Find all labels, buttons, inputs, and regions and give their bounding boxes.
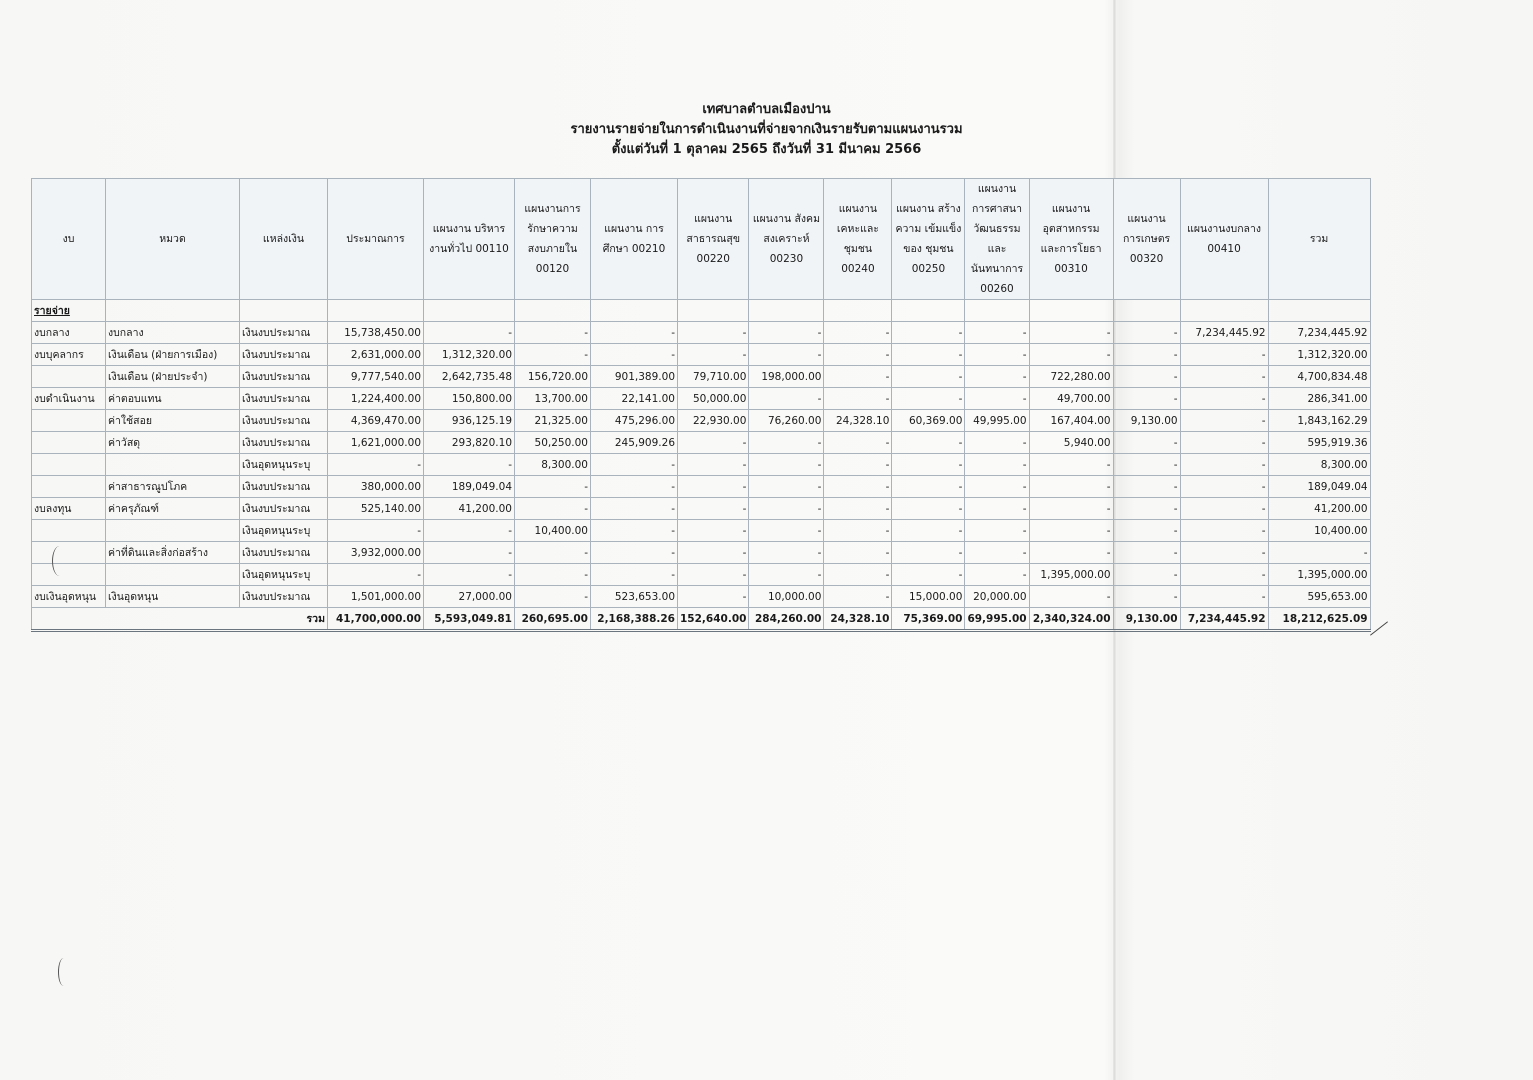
- amount-cell: -: [328, 454, 424, 476]
- amount-cell: -: [678, 498, 749, 520]
- amount-cell: -: [1180, 454, 1268, 476]
- amount-cell: -: [678, 322, 749, 344]
- category-cell: ค่าสาธารณูปโภค: [106, 476, 240, 498]
- table-row: [32, 344, 1371, 366]
- amount-cell: -: [1029, 586, 1113, 608]
- amount-cell: -: [1180, 520, 1268, 542]
- amount-cell: -: [1180, 564, 1268, 586]
- amount-cell: -: [1180, 366, 1268, 388]
- category-cell: [106, 564, 240, 586]
- amount-cell: -: [892, 366, 965, 388]
- amount-cell: 41,200.00: [1268, 498, 1370, 520]
- amount-cell: 380,000.00: [328, 476, 424, 498]
- column-header: แผนงาน การเกษตร 00320: [1113, 179, 1180, 300]
- table-cell: [1029, 300, 1113, 322]
- report-period: ตั้งแต่วันที่ 1 ตุลาคม 2565 ถึงวันที่ 31 มีนาคม 2566: [611, 142, 922, 157]
- amount-cell: -: [515, 322, 591, 344]
- amount-cell: -: [1029, 520, 1113, 542]
- amount-cell: -: [824, 476, 892, 498]
- amount-cell: -: [824, 388, 892, 410]
- amount-cell: -: [1113, 498, 1180, 520]
- table-row: [32, 454, 1371, 476]
- amount-cell: 595,919.36: [1268, 432, 1370, 454]
- total-amount-cell: 41,700,000.00: [328, 608, 424, 631]
- amount-cell: 150,800.00: [424, 388, 515, 410]
- funding-source-cell: เงินงบประมาณ: [240, 344, 328, 366]
- amount-cell: -: [892, 476, 965, 498]
- amount-cell: -: [965, 322, 1029, 344]
- amount-cell: 27,000.00: [424, 586, 515, 608]
- budget-group-cell: งบกลาง: [32, 322, 106, 344]
- category-cell: เงินเดือน (ฝ่ายประจำ): [106, 366, 240, 388]
- column-header: หมวด: [106, 179, 240, 300]
- amount-cell: 10,400.00: [515, 520, 591, 542]
- amount-cell: 50,000.00: [678, 388, 749, 410]
- funding-source-cell: เงินอุดหนุนระบุ: [240, 564, 328, 586]
- amount-cell: -: [1180, 410, 1268, 432]
- amount-cell: -: [591, 542, 678, 564]
- amount-cell: -: [824, 564, 892, 586]
- amount-cell: -: [515, 344, 591, 366]
- amount-cell: -: [749, 388, 824, 410]
- amount-cell: 1,224,400.00: [328, 388, 424, 410]
- budget-group-cell: [32, 432, 106, 454]
- total-label: รวม: [32, 608, 328, 631]
- table-row: [32, 366, 1371, 388]
- amount-cell: 7,234,445.92: [1180, 322, 1268, 344]
- amount-cell: -: [678, 432, 749, 454]
- column-header: งบ: [32, 179, 106, 300]
- amount-cell: -: [1113, 454, 1180, 476]
- table-row: [32, 520, 1371, 542]
- table-row: [32, 432, 1371, 454]
- amount-cell: -: [824, 322, 892, 344]
- amount-cell: 9,130.00: [1113, 410, 1180, 432]
- amount-cell: 595,653.00: [1268, 586, 1370, 608]
- amount-cell: 936,125.19: [424, 410, 515, 432]
- amount-cell: -: [1180, 388, 1268, 410]
- table-row: [32, 542, 1371, 564]
- budget-group-cell: [32, 476, 106, 498]
- total-amount-cell: 2,340,324.00: [1029, 608, 1113, 631]
- total-amount-cell: 152,640.00: [678, 608, 749, 631]
- amount-cell: -: [1113, 520, 1180, 542]
- amount-cell: -: [965, 542, 1029, 564]
- amount-cell: 189,049.04: [1268, 476, 1370, 498]
- report-header: [0, 100, 1533, 160]
- amount-cell: 4,369,470.00: [328, 410, 424, 432]
- amount-cell: 10,400.00: [1268, 520, 1370, 542]
- table-cell: [749, 300, 824, 322]
- amount-cell: -: [749, 344, 824, 366]
- total-amount-cell: 260,695.00: [515, 608, 591, 631]
- amount-cell: -: [1180, 476, 1268, 498]
- amount-cell: -: [424, 542, 515, 564]
- total-amount-cell: 69,995.00: [965, 608, 1029, 631]
- category-cell: เงินอุดหนุน: [106, 586, 240, 608]
- amount-cell: -: [749, 322, 824, 344]
- amount-cell: -: [678, 344, 749, 366]
- total-amount-cell: 18,212,625.09: [1268, 608, 1370, 631]
- amount-cell: 13,700.00: [515, 388, 591, 410]
- budget-group-cell: [32, 520, 106, 542]
- amount-cell: 293,820.10: [424, 432, 515, 454]
- amount-cell: 41,200.00: [424, 498, 515, 520]
- amount-cell: 189,049.04: [424, 476, 515, 498]
- amount-cell: 76,260.00: [749, 410, 824, 432]
- category-cell: ค่าครุภัณฑ์: [106, 498, 240, 520]
- amount-cell: -: [749, 542, 824, 564]
- amount-cell: 525,140.00: [328, 498, 424, 520]
- table-cell: [1113, 300, 1180, 322]
- report-title: เทศบาลตำบลเมืองปาน: [702, 102, 831, 117]
- amount-cell: 167,404.00: [1029, 410, 1113, 432]
- amount-cell: -: [965, 366, 1029, 388]
- amount-cell: 1,843,162.29: [1268, 410, 1370, 432]
- amount-cell: 3,932,000.00: [328, 542, 424, 564]
- total-amount-cell: 2,168,388.26: [591, 608, 678, 631]
- amount-cell: -: [965, 432, 1029, 454]
- amount-cell: -: [892, 564, 965, 586]
- amount-cell: -: [1268, 542, 1370, 564]
- total-amount-cell: 75,369.00: [892, 608, 965, 631]
- amount-cell: -: [1113, 344, 1180, 366]
- amount-cell: -: [591, 564, 678, 586]
- column-header: แผนงาน บริหารงานทั่วไป 00110: [424, 179, 515, 300]
- amount-cell: -: [824, 498, 892, 520]
- funding-source-cell: เงินงบประมาณ: [240, 498, 328, 520]
- table-cell: [591, 300, 678, 322]
- amount-cell: 2,642,735.48: [424, 366, 515, 388]
- amount-cell: 9,777,540.00: [328, 366, 424, 388]
- amount-cell: 15,738,450.00: [328, 322, 424, 344]
- amount-cell: 8,300.00: [1268, 454, 1370, 476]
- amount-cell: 10,000.00: [749, 586, 824, 608]
- table-cell: [824, 300, 892, 322]
- amount-cell: 50,250.00: [515, 432, 591, 454]
- table-cell: [424, 300, 515, 322]
- amount-cell: 1,395,000.00: [1268, 564, 1370, 586]
- amount-cell: -: [892, 498, 965, 520]
- amount-cell: -: [749, 476, 824, 498]
- total-amount-cell: 7,234,445.92: [1180, 608, 1268, 631]
- amount-cell: -: [1113, 564, 1180, 586]
- column-header: ประมาณการ: [328, 179, 424, 300]
- table-cell: [965, 300, 1029, 322]
- amount-cell: 7,234,445.92: [1268, 322, 1370, 344]
- amount-cell: -: [749, 498, 824, 520]
- amount-cell: -: [892, 322, 965, 344]
- amount-cell: -: [824, 366, 892, 388]
- column-header: แผนงาน การศาสนา วัฒนธรรม และ นันทนาการ 00260: [965, 179, 1029, 300]
- amount-cell: 5,940.00: [1029, 432, 1113, 454]
- column-header: แผนงานงบกลาง 00410: [1180, 179, 1268, 300]
- amount-cell: -: [591, 498, 678, 520]
- amount-cell: 523,653.00: [591, 586, 678, 608]
- amount-cell: 1,312,320.00: [424, 344, 515, 366]
- funding-source-cell: เงินงบประมาณ: [240, 432, 328, 454]
- amount-cell: 60,369.00: [892, 410, 965, 432]
- amount-cell: -: [965, 388, 1029, 410]
- budget-group-cell: [32, 410, 106, 432]
- budget-group-cell: งบบุคลากร: [32, 344, 106, 366]
- amount-cell: -: [1180, 432, 1268, 454]
- table-row: [32, 388, 1371, 410]
- amount-cell: -: [1029, 476, 1113, 498]
- total-amount-cell: 9,130.00: [1113, 608, 1180, 631]
- budget-group-cell: [32, 542, 106, 564]
- section-label: รายจ่าย: [32, 300, 106, 322]
- amount-cell: -: [824, 586, 892, 608]
- amount-cell: -: [591, 520, 678, 542]
- amount-cell: -: [824, 520, 892, 542]
- column-header: รวม: [1268, 179, 1370, 300]
- amount-cell: -: [965, 498, 1029, 520]
- amount-cell: 24,328.10: [824, 410, 892, 432]
- column-header: แผนงาน การศึกษา 00210: [591, 179, 678, 300]
- amount-cell: -: [749, 564, 824, 586]
- table-body: [32, 300, 1371, 631]
- category-cell: ค่าที่ดินและสิ่งก่อสร้าง: [106, 542, 240, 564]
- table-cell: [515, 300, 591, 322]
- table-row: [32, 410, 1371, 432]
- amount-cell: -: [1029, 454, 1113, 476]
- funding-source-cell: เงินงบประมาณ: [240, 542, 328, 564]
- column-header: แผนงาน เคหะและ ชุมชน 00240: [824, 179, 892, 300]
- amount-cell: 21,325.00: [515, 410, 591, 432]
- table-row: [32, 586, 1371, 608]
- amount-cell: 79,710.00: [678, 366, 749, 388]
- amount-cell: 15,000.00: [892, 586, 965, 608]
- amount-cell: -: [678, 586, 749, 608]
- budget-group-cell: งบลงทุน: [32, 498, 106, 520]
- category-cell: ค่าวัสดุ: [106, 432, 240, 454]
- amount-cell: -: [1113, 586, 1180, 608]
- amount-cell: 722,280.00: [1029, 366, 1113, 388]
- amount-cell: -: [591, 454, 678, 476]
- budget-group-cell: งบดำเนินงาน: [32, 388, 106, 410]
- table-cell: [1180, 300, 1268, 322]
- amount-cell: -: [892, 432, 965, 454]
- amount-cell: -: [824, 542, 892, 564]
- amount-cell: 22,141.00: [591, 388, 678, 410]
- amount-cell: -: [965, 564, 1029, 586]
- amount-cell: 1,395,000.00: [1029, 564, 1113, 586]
- amount-cell: 1,501,000.00: [328, 586, 424, 608]
- column-header: แผนงาน สร้างความ เข้มแข็งของ ชุมชน 00250: [892, 179, 965, 300]
- amount-cell: -: [1113, 432, 1180, 454]
- pen-mark: [52, 546, 67, 576]
- table-cell: [678, 300, 749, 322]
- funding-source-cell: เงินงบประมาณ: [240, 388, 328, 410]
- report-subtitle: รายงานรายจ่ายในการดำเนินงานที่จ่ายจากเงินรายรับตามแผนงานรวม: [570, 122, 963, 137]
- funding-source-cell: เงินงบประมาณ: [240, 586, 328, 608]
- amount-cell: -: [749, 432, 824, 454]
- table-header-row: [32, 179, 1371, 300]
- amount-cell: -: [892, 388, 965, 410]
- table-cell: [106, 300, 240, 322]
- amount-cell: -: [328, 520, 424, 542]
- amount-cell: -: [749, 520, 824, 542]
- total-row: [32, 608, 1371, 631]
- table-cell: [328, 300, 424, 322]
- table-row: [32, 564, 1371, 586]
- budget-group-cell: งบเงินอุดหนุน: [32, 586, 106, 608]
- amount-cell: 901,389.00: [591, 366, 678, 388]
- amount-cell: -: [515, 542, 591, 564]
- amount-cell: -: [892, 344, 965, 366]
- amount-cell: -: [328, 564, 424, 586]
- category-cell: [106, 520, 240, 542]
- column-header: แหล่งเงิน: [240, 179, 328, 300]
- category-cell: เงินเดือน (ฝ่ายการเมือง): [106, 344, 240, 366]
- table-row: [32, 476, 1371, 498]
- amount-cell: -: [424, 322, 515, 344]
- amount-cell: -: [424, 454, 515, 476]
- funding-source-cell: เงินงบประมาณ: [240, 366, 328, 388]
- amount-cell: -: [965, 476, 1029, 498]
- category-cell: [106, 454, 240, 476]
- amount-cell: -: [892, 520, 965, 542]
- total-amount-cell: 284,260.00: [749, 608, 824, 631]
- amount-cell: -: [1180, 344, 1268, 366]
- amount-cell: 156,720.00: [515, 366, 591, 388]
- funding-source-cell: เงินงบประมาณ: [240, 410, 328, 432]
- amount-cell: -: [1180, 586, 1268, 608]
- amount-cell: -: [1029, 322, 1113, 344]
- table-cell: [240, 300, 328, 322]
- total-amount-cell: 24,328.10: [824, 608, 892, 631]
- amount-cell: -: [591, 476, 678, 498]
- amount-cell: 49,700.00: [1029, 388, 1113, 410]
- column-header: แผนงานการ รักษาความ สงบภายใน 00120: [515, 179, 591, 300]
- amount-cell: -: [749, 454, 824, 476]
- amount-cell: -: [515, 498, 591, 520]
- amount-cell: 1,621,000.00: [328, 432, 424, 454]
- amount-cell: -: [591, 344, 678, 366]
- amount-cell: -: [1113, 388, 1180, 410]
- budget-group-cell: [32, 564, 106, 586]
- amount-cell: -: [892, 454, 965, 476]
- amount-cell: 198,000.00: [749, 366, 824, 388]
- category-cell: งบกลาง: [106, 322, 240, 344]
- budget-group-cell: [32, 454, 106, 476]
- amount-cell: -: [892, 542, 965, 564]
- pen-mark: [58, 958, 69, 986]
- amount-cell: -: [678, 520, 749, 542]
- table-cell: [1268, 300, 1370, 322]
- amount-cell: -: [678, 564, 749, 586]
- amount-cell: -: [824, 432, 892, 454]
- amount-cell: -: [515, 586, 591, 608]
- amount-cell: -: [1113, 322, 1180, 344]
- amount-cell: 20,000.00: [965, 586, 1029, 608]
- amount-cell: 475,296.00: [591, 410, 678, 432]
- amount-cell: -: [1113, 476, 1180, 498]
- section-row: [32, 300, 1371, 322]
- amount-cell: -: [965, 344, 1029, 366]
- amount-cell: -: [515, 476, 591, 498]
- amount-cell: -: [515, 564, 591, 586]
- amount-cell: -: [1113, 542, 1180, 564]
- amount-cell: 49,995.00: [965, 410, 1029, 432]
- amount-cell: 245,909.26: [591, 432, 678, 454]
- column-header: แผนงาน อุตสาหกรรม และการโยธา 00310: [1029, 179, 1113, 300]
- amount-cell: 1,312,320.00: [1268, 344, 1370, 366]
- amount-cell: 2,631,000.00: [328, 344, 424, 366]
- category-cell: ค่าตอบแทน: [106, 388, 240, 410]
- funding-source-cell: เงินงบประมาณ: [240, 322, 328, 344]
- amount-cell: -: [824, 344, 892, 366]
- amount-cell: -: [1113, 366, 1180, 388]
- table-row: [32, 322, 1371, 344]
- amount-cell: -: [1180, 542, 1268, 564]
- funding-source-cell: เงินอุดหนุนระบุ: [240, 520, 328, 542]
- amount-cell: -: [824, 454, 892, 476]
- column-header: แผนงาน สังคม สงเคราะห์ 00230: [749, 179, 824, 300]
- amount-cell: 286,341.00: [1268, 388, 1370, 410]
- amount-cell: -: [1180, 498, 1268, 520]
- amount-cell: -: [424, 520, 515, 542]
- amount-cell: -: [678, 454, 749, 476]
- expense-table: [31, 178, 1371, 632]
- amount-cell: -: [678, 476, 749, 498]
- pen-stroke: [1370, 621, 1388, 635]
- budget-group-cell: [32, 366, 106, 388]
- category-cell: ค่าใช้สอย: [106, 410, 240, 432]
- amount-cell: -: [1029, 498, 1113, 520]
- table-cell: [892, 300, 965, 322]
- amount-cell: 22,930.00: [678, 410, 749, 432]
- total-amount-cell: 5,593,049.81: [424, 608, 515, 631]
- amount-cell: -: [1029, 344, 1113, 366]
- amount-cell: 8,300.00: [515, 454, 591, 476]
- amount-cell: -: [424, 564, 515, 586]
- amount-cell: -: [678, 542, 749, 564]
- column-header: แผนงาน สาธารณสุข 00220: [678, 179, 749, 300]
- amount-cell: 4,700,834.48: [1268, 366, 1370, 388]
- table-row: [32, 498, 1371, 520]
- funding-source-cell: เงินงบประมาณ: [240, 476, 328, 498]
- amount-cell: -: [965, 520, 1029, 542]
- amount-cell: -: [1029, 542, 1113, 564]
- funding-source-cell: เงินอุดหนุนระบุ: [240, 454, 328, 476]
- amount-cell: -: [591, 322, 678, 344]
- amount-cell: -: [965, 454, 1029, 476]
